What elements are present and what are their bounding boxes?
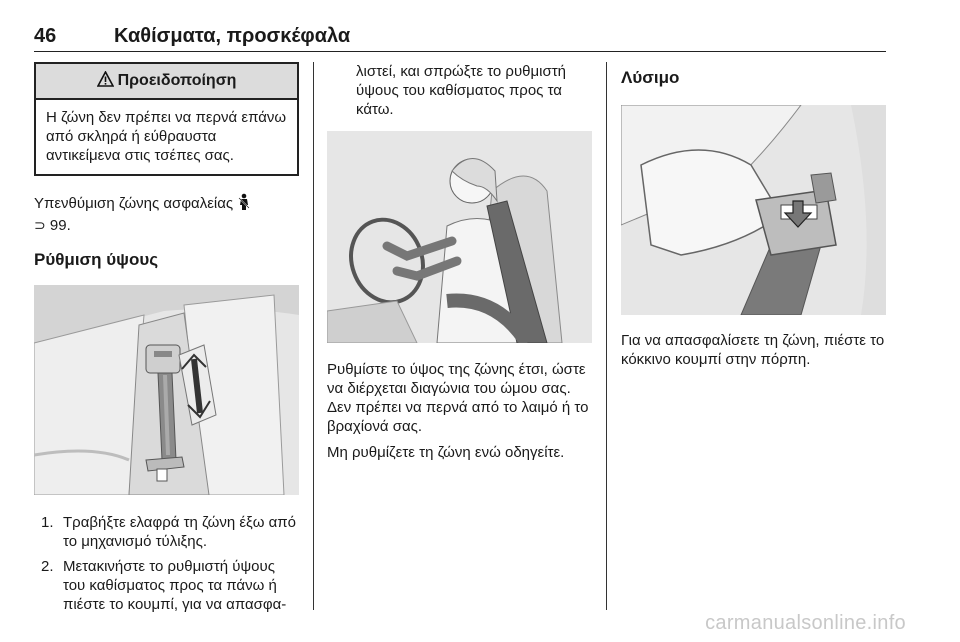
buckle-release-illustration: [621, 105, 886, 315]
column-right: [621, 62, 886, 369]
column-middle: [327, 62, 592, 462]
reminder-page-ref: 99.: [49, 217, 71, 234]
step-text: Τραβήξτε ελαφρά τη ζώνη έξω από το μηχανισμό τύλιξης.: [63, 514, 296, 550]
page-reference-arrow-icon: ⊃: [34, 217, 46, 233]
belt-height-adjuster-illustration: [34, 285, 299, 495]
page-title: Καθίσματα, προσκέφαλα: [114, 25, 351, 47]
warning-body: Η ζώνη δεν πρέπει να περνά επάνω από σκληρά ή εύθραυστα αντικείμενα στις τσέπες σας.: [46, 109, 287, 164]
column-left: [34, 62, 299, 620]
column-divider: [606, 62, 607, 610]
list-item: [34, 513, 299, 551]
warning-title: Προειδοποίηση: [117, 72, 237, 89]
reminder-text: Υπενθύμιση ζώνης ασφαλείας: [34, 195, 234, 212]
warning-box: [34, 62, 299, 176]
height-steps-list: [34, 513, 299, 614]
belt-position-paragraph: Ρυθμίστε το ύψος της ζώνης έτσι, ώστε να διέρχεται διαγώνια του ώμου σας. Δεν πρέπει να περνά από το λαιμό ή το βραχίονά σας.: [327, 361, 589, 435]
warning-header: [36, 64, 297, 100]
release-heading: Λύσιμο: [621, 68, 680, 87]
height-adjustment-heading: Ρύθμιση ύψους: [34, 250, 159, 269]
release-instruction: Για να απασφαλίσετε τη ζώνη, πιέστε το κόκκινο κουμπί στην πόρπη.: [621, 332, 885, 368]
step-number: 2.: [41, 558, 54, 575]
step-text: Μετακινήστε το ρυθμιστή ύψους του καθίσματος προς τα πάνω ή πιέστε το κουμπί, για να απασφα-: [63, 558, 287, 613]
watermark: carmanualsonline.info: [705, 612, 906, 634]
warning-triangle-icon: [97, 66, 114, 100]
seatbelt-reminder-icon: [237, 193, 251, 216]
no-adjust-while-driving-paragraph: Μη ρυθμίζετε τη ζώνη ενώ οδηγείτε.: [327, 444, 565, 461]
page-header: [34, 25, 886, 52]
list-item: [34, 557, 299, 614]
page-number: 46: [34, 25, 57, 47]
step-number: 1.: [41, 514, 54, 531]
reminder-paragraph: [34, 193, 299, 235]
step-continuation: λιστεί, και σπρώξτε το ρυθμιστή ύψους του καθίσματος προς τα κάτω.: [356, 63, 567, 118]
column-divider: [313, 62, 314, 610]
driver-seatbelt-illustration: [327, 131, 592, 343]
